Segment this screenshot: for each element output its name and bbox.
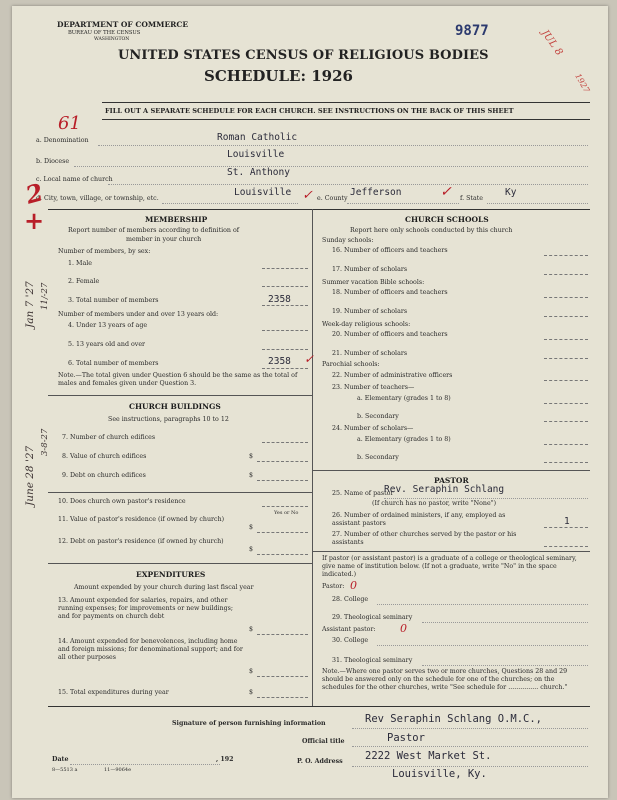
- q11-label: 11. Value of pastor's residence (if owned by church): [58, 516, 225, 523]
- expenditures-intro: Amount expended by your church during last fiscal year: [74, 584, 254, 591]
- received-stamp-date: JUL 8: [538, 28, 565, 58]
- city-label: d. City, town, village, or township, etc.: [36, 195, 159, 202]
- assistant-mark: 0: [400, 622, 407, 635]
- weekday-label: Week-day religious schools:: [322, 321, 411, 328]
- pastor-mark: 0: [350, 579, 357, 592]
- signature-value: Rev Seraphin Schlang O.M.C.,: [365, 713, 543, 725]
- membership-heading: MEMBERSHIP: [145, 215, 208, 224]
- state-value: Ky: [505, 187, 517, 198]
- q25-note: (If church has no pastor, write "None"): [372, 500, 497, 507]
- q15-dollar: $: [249, 689, 254, 696]
- pastor-heading: PASTOR: [434, 476, 469, 485]
- form-subtitle: SCHEDULE: 1926: [204, 67, 353, 85]
- q2-label: 2. Female: [68, 278, 100, 285]
- church-name-label: c. Local name of church: [36, 176, 113, 183]
- q17-label: 17. Number of scholars: [332, 266, 408, 273]
- denomination-label: a. Denomination: [36, 137, 89, 144]
- serial-number: 9877: [455, 23, 489, 39]
- column-divider: [312, 209, 313, 706]
- schools-intro: Report here only schools conducted by this church: [350, 227, 513, 234]
- q1-label: 1. Male: [68, 260, 92, 267]
- header-rule-bottom: [102, 119, 590, 120]
- q9-dollar: $: [249, 472, 254, 479]
- q24a-label: a. Elementary (grades 1 to 8): [357, 436, 451, 443]
- header-rule-top: [102, 102, 590, 103]
- membership-intro1: Report number of members according to definition of: [68, 227, 240, 234]
- q14-label: 14. Amount expended for benevolences, including home and foreign missions; for denominational support; and for all other purposes: [58, 638, 243, 661]
- denomination-value: Roman Catholic: [217, 132, 298, 143]
- buildings-heading: CHURCH BUILDINGS: [129, 402, 221, 411]
- county-value: Jefferson: [350, 187, 402, 198]
- margin-mark-cross: +: [24, 206, 45, 235]
- q9-label: 9. Debt on church edifices: [62, 472, 146, 479]
- by-sex-label: Number of members, by sex:: [58, 248, 151, 255]
- q30-label: 30. College: [332, 637, 369, 644]
- q8-label: 8. Value of church edifices: [62, 453, 147, 460]
- q13-dollar: $: [249, 626, 254, 633]
- sunday-label: Sunday schools:: [322, 237, 374, 244]
- address-city: Louisville, Ky.: [392, 768, 487, 780]
- signature-label: Signature of person furnishing information: [172, 720, 326, 727]
- schedule-paper: [12, 6, 608, 798]
- check-mark-city: ✓: [302, 188, 313, 203]
- margin-note-date2: 11/-27: [40, 282, 50, 310]
- q24b-label: b. Secondary: [357, 454, 399, 461]
- department-label: DEPARTMENT OF COMMERCE: [57, 20, 189, 29]
- q6-value: 2358: [268, 356, 291, 367]
- q23b-label: b. Secondary: [357, 413, 399, 420]
- q24-label: 24. Number of scholars—: [332, 425, 414, 432]
- q23-label: 23. Number of teachers—: [332, 384, 415, 391]
- q12-label: 12. Debt on pastor's residence (if owned by church): [58, 538, 224, 545]
- form-title: UNITED STATES CENSUS OF RELIGIOUS BODIES: [118, 48, 489, 63]
- q21-label: 21. Number of scholars: [332, 350, 408, 357]
- yes-no-label: Yes or No: [274, 510, 299, 516]
- section-rule-top: [48, 209, 590, 210]
- q6-label: 6. Total number of members: [68, 360, 159, 367]
- pastor-label: Pastor:: [322, 583, 345, 590]
- q12-dollar: $: [249, 546, 254, 553]
- official-title-value: Pastor: [387, 732, 425, 744]
- margin-mark-2: 2: [22, 177, 47, 210]
- q22-label: 22. Number of administrative officers: [332, 372, 453, 379]
- margin-note-date3: June 28 '27: [24, 445, 36, 506]
- buildings-see: See instructions, paragraphs 10 to 12: [108, 416, 229, 423]
- membership-note: Note.—The total given under Question 6 should be the same as the total of males and females given under Question 3.: [58, 372, 298, 387]
- q3-value: 2358: [268, 294, 291, 305]
- diocese-label: b. Diocese: [36, 158, 70, 165]
- check-mark-q6: ✓: [304, 352, 315, 366]
- received-stamp-year: 1927: [573, 72, 592, 95]
- date-label: Date: [52, 756, 69, 763]
- q25-label: 25. Name of pastor: [332, 490, 394, 497]
- q19-label: 19. Number of scholars: [332, 308, 408, 315]
- q27-label: 27. Number of other churches served by the pastor or his assistants: [332, 531, 517, 546]
- q15-label: 15. Total expenditures during year: [58, 689, 169, 696]
- q5-label: 5. 13 years old and over: [68, 341, 146, 348]
- diocese-value: Louisville: [227, 149, 285, 160]
- date-year: , 192: [216, 756, 234, 763]
- instruction-line: FILL OUT A SEPARATE SCHEDULE FOR EACH CHURCH. SEE INSTRUCTIONS ON THE BACK OF THIS SHEET: [105, 107, 514, 115]
- city-label: WASHINGTON: [94, 37, 130, 42]
- church-name-value: St. Anthony: [227, 167, 290, 178]
- bureau-label: BUREAU OF THE CENSUS: [68, 30, 141, 36]
- form-number-2: 11—9064e: [104, 767, 132, 773]
- county-label: e. County: [317, 195, 348, 202]
- vacation-label: Summer vacation Bible schools:: [322, 279, 425, 286]
- form-number: 8—5513 a: [52, 767, 78, 773]
- q14-dollar: $: [249, 668, 254, 675]
- official-title-label: Official title: [302, 738, 345, 745]
- age-heading: Number of members under and over 13 years old:: [58, 311, 219, 318]
- margin-mark-61: 61: [58, 113, 81, 134]
- margin-note-date4: 3-8-27: [40, 428, 50, 456]
- check-mark-county: ✓: [440, 184, 452, 200]
- q13-label: 13. Amount expended for salaries, repairs, and other running expenses; for improvements or new buildings; and for payments on church debt: [58, 597, 234, 620]
- q23a-label: a. Elementary (grades 1 to 8): [357, 395, 451, 402]
- q29-label: 29. Theological seminary: [332, 614, 413, 621]
- expenditures-heading: EXPENDITURES: [136, 570, 206, 579]
- q31-label: 31. Theological seminary: [332, 657, 413, 664]
- q11-dollar: $: [249, 524, 254, 531]
- q18-label: 18. Number of officers and teachers: [332, 289, 448, 296]
- q8-dollar: $: [249, 453, 254, 460]
- q20-label: 20. Number of officers and teachers: [332, 331, 448, 338]
- assistant-label: Assistant pastor:: [322, 626, 376, 633]
- graduate-note: If pastor (or assistant pastor) is a graduate of a college or theological seminary, give name of institution below. (If not a graduate, write "No" in the space indicated.): [322, 555, 577, 578]
- q26-value: 1: [564, 516, 570, 527]
- q26-label: 26. Number of ordained ministers, if any, employed as assistant pastors: [332, 512, 506, 527]
- q3-label: 3. Total number of members: [68, 297, 159, 304]
- q28-label: 28. College: [332, 596, 369, 603]
- address-value: 2222 West Market St.: [365, 750, 492, 762]
- q10-label: 10. Does church own pastor's residence: [58, 498, 186, 505]
- state-label: f. State: [460, 195, 483, 202]
- schools-heading: CHURCH SCHOOLS: [405, 215, 489, 224]
- q25-value: Rev. Seraphin Schlang: [384, 484, 505, 495]
- city-value: Louisville: [234, 187, 292, 198]
- margin-note-date1: Jan 7 '27: [24, 281, 36, 328]
- q4-label: 4. Under 13 years of age: [68, 322, 148, 329]
- membership-intro2: member in your church: [126, 236, 202, 243]
- q16-label: 16. Number of officers and teachers: [332, 247, 448, 254]
- pastor-note: Note.—Where one pastor serves two or more churches, Questions 28 and 29 should be answered only on the schedule for one of the churches; on the schedules for the other churches, write "See schedule for ............... church.": [322, 668, 568, 691]
- section-rule-bottom: [48, 706, 590, 707]
- parochial-label: Parochial schools:: [322, 361, 380, 368]
- address-label: P. O. Address: [297, 758, 343, 765]
- q7-label: 7. Number of church edifices: [62, 434, 156, 441]
